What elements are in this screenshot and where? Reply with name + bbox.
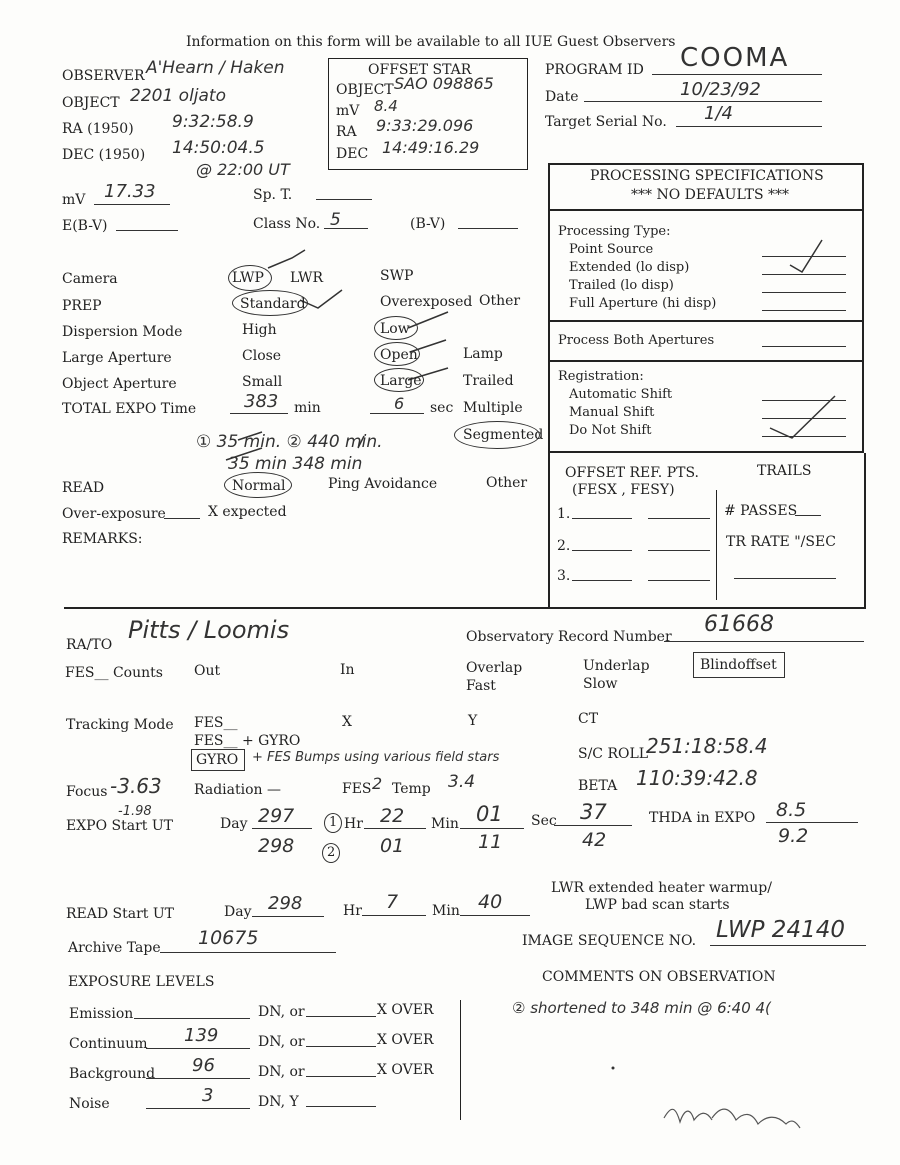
sc-roll-label: S/C ROLL (578, 746, 649, 762)
tracking-fes-gyro: FES__ + GYRO (194, 733, 301, 749)
blindoffset: Blindoffset (700, 657, 777, 673)
dispersion-label: Dispersion Mode (62, 324, 183, 340)
emission-dn: DN, or (258, 1004, 305, 1020)
expo-min-unit: min (294, 400, 321, 416)
exposure-levels-title: EXPOSURE LEVELS (68, 974, 215, 990)
offset-dec-label: DEC (336, 146, 369, 162)
fes-slow: Slow (583, 676, 618, 692)
background-value: 96 (192, 1055, 215, 1076)
expo-sec-label: Sec (531, 813, 557, 829)
reg-automatic: Automatic Shift (569, 387, 673, 402)
offset-row-3: 3. (557, 568, 571, 584)
radiation-label: Radiation — (194, 782, 281, 798)
remarks-label: REMARKS: (62, 531, 143, 547)
expo-min-label: Min (431, 816, 459, 832)
expo-day-1: 297 (258, 805, 295, 827)
expo-day-2: 298 (258, 835, 295, 857)
read-other: Other (486, 475, 528, 491)
type-full-aperture: Full Aperture (hi disp) (569, 296, 717, 311)
offset-dec-value: 14:49:16.29 (382, 138, 480, 157)
camera-lwr: LWR (290, 270, 324, 286)
heater-note-2: LWP bad scan starts (585, 897, 730, 913)
mv-label: mV (62, 192, 86, 208)
class-value: 5 (330, 210, 341, 230)
tracking-ct: CT (578, 711, 599, 727)
spt-label: Sp. T. (253, 187, 293, 203)
ra-value: 9:32:58.9 (172, 112, 254, 132)
thda-2: 9.2 (778, 825, 809, 847)
beta-value: 110:39:42.8 (636, 766, 758, 790)
program-id-value: COOMA (680, 43, 790, 73)
fes-counts-label: FES__ Counts (65, 665, 163, 681)
tr-rate-label: TR RATE "/SEC (726, 534, 836, 550)
type-extended: Extended (lo disp) (569, 260, 690, 275)
prep-other: Other (479, 293, 521, 309)
read-normal: Normal (232, 478, 286, 494)
object-aperture-label: Object Aperture (62, 376, 177, 392)
offset-star-title: OFFSET STAR (368, 62, 472, 78)
continuum-value: 139 (184, 1025, 219, 1046)
fes-in: In (340, 662, 355, 678)
bv-label: (B-V) (410, 216, 446, 232)
offset-ref-title: OFFSET REF. PTS. (565, 465, 699, 481)
process-both-label: Process Both Apertures (558, 333, 715, 348)
expo-min-value: 383 (244, 391, 279, 412)
form-notice: Information on this form will be available to all IUE Guest Observers (186, 34, 676, 50)
beta-label: BETA (578, 778, 618, 794)
type-trailed: Trailed (lo disp) (569, 278, 674, 293)
archive-value: 10675 (198, 927, 259, 949)
serial-label: Target Serial No. (545, 114, 667, 130)
expo-hr-label: Hr (344, 816, 363, 832)
comment-note: ② shortened to 348 min @ 6:40 4( (512, 999, 771, 1017)
expo-sec-value: 6 (394, 394, 405, 413)
segment-note-2: 35 min 348 min (228, 454, 363, 474)
passes-label: # PASSES (724, 503, 798, 519)
ebv-label: E(B-V) (62, 218, 108, 234)
offset-mv-value: 8.4 (374, 97, 398, 115)
program-id-label: PROGRAM ID (545, 62, 644, 78)
read-day-value: 298 (268, 893, 303, 914)
reg-none: Do Not Shift (569, 423, 652, 438)
prep-overexposed: Overexposed (380, 294, 473, 310)
expo-sec-2: 42 (582, 829, 607, 851)
expo-day-label: Day (220, 816, 248, 832)
continuum-dn: DN, or (258, 1034, 305, 1050)
offset-object-value: SAO 098865 (394, 74, 494, 93)
expo-sec-unit: sec (430, 400, 454, 416)
dec-note: @ 22:00 UT (196, 160, 290, 179)
date-label: Date (545, 89, 579, 105)
thda-1: 8.5 (776, 799, 807, 821)
emission-label: Emission (69, 1006, 134, 1022)
large-lamp: Lamp (463, 346, 503, 362)
dispersion-high: High (242, 322, 277, 338)
noise-value: 3 (202, 1085, 214, 1106)
read-hr-value: 7 (386, 891, 399, 913)
tracking-label: Tracking Mode (66, 717, 174, 733)
type-point-source: Point Source (569, 242, 654, 257)
read-min-value: 40 (478, 891, 503, 913)
reg-manual: Manual Shift (569, 405, 655, 420)
expo-multiple: Multiple (463, 400, 523, 416)
observer-value: A'Hearn / Haken (146, 58, 285, 78)
x-expected: X expected (208, 504, 287, 520)
read-hr-label: Hr (343, 903, 362, 919)
expo-min-1: 01 (476, 802, 503, 826)
class-label: Class No. (253, 216, 321, 232)
offset-object-label: OBJECT (336, 82, 394, 98)
offset-mv-label: mV (336, 103, 360, 119)
comments-title: COMMENTS ON OBSERVATION (542, 969, 776, 985)
offset-ra-value: 9:33:29.096 (376, 116, 474, 135)
rato-value: Pitts / Loomis (128, 616, 290, 644)
temp-label: Temp (392, 781, 431, 797)
tracking-x: X (342, 714, 352, 730)
focus-value-2: -1.98 (118, 804, 152, 819)
heater-note-1: LWR extended heater warmup/ (551, 880, 772, 896)
camera-lwp: LWP (232, 270, 264, 286)
read-day-label: Day (224, 904, 252, 920)
fes-underlap: Underlap (583, 658, 650, 674)
object-value: 2201 oljato (130, 86, 226, 106)
trails-label: TRAILS (757, 463, 812, 479)
continuum-xover: X OVER (377, 1032, 434, 1048)
tracking-fes: FES__ (194, 715, 238, 731)
camera-swp: SWP (380, 268, 414, 284)
read-min-label: Min (432, 903, 460, 919)
rato-label: RA/TO (66, 637, 113, 653)
object-small: Small (242, 374, 283, 390)
noise-dn: DN, Y (258, 1094, 299, 1110)
obs-record-value: 61668 (704, 612, 774, 637)
ra-label: RA (1950) (62, 121, 134, 137)
image-seq-label: IMAGE SEQUENCE NO. (522, 933, 697, 949)
expo-hr-1: 22 (380, 805, 405, 827)
dec-label: DEC (1950) (62, 147, 146, 163)
object-label: OBJECT (62, 95, 120, 111)
large-close: Close (242, 348, 282, 364)
processing-subtitle: *** NO DEFAULTS *** (631, 187, 790, 203)
background-label: Background (69, 1066, 156, 1082)
background-xover: X OVER (377, 1062, 434, 1078)
background-dn: DN, or (258, 1064, 305, 1080)
object-trailed: Trailed (463, 373, 514, 389)
fes-out: Out (194, 663, 221, 679)
fes-temp-number: 2 (372, 774, 383, 793)
expo-sec-1: 37 (580, 800, 607, 824)
expo-circ-2: 2 (327, 845, 336, 860)
obs-record-label: Observatory Record Number (466, 629, 672, 645)
focus-value: -3.63 (110, 774, 162, 798)
expo-min-2: 11 (478, 831, 503, 853)
tracking-y: Y (468, 713, 478, 729)
read-label: READ (62, 480, 105, 496)
focus-label: Focus (66, 784, 108, 800)
fes-fast: Fast (466, 678, 496, 694)
date-value: 10/23/92 (680, 79, 761, 100)
archive-label: Archive Tape (68, 940, 161, 956)
expo-hr-2: 01 (380, 835, 405, 857)
offset-ref-subtitle: (FESX , FESY) (572, 482, 675, 498)
read-ping: Ping Avoidance (328, 476, 438, 492)
continuum-label: Continuum (69, 1036, 148, 1052)
temp-value: 3.4 (448, 772, 476, 792)
emission-xover: X OVER (377, 1002, 434, 1018)
prep-standard: Standard (240, 296, 306, 312)
dispersion-low: Low (380, 321, 410, 337)
serial-value: 1/4 (704, 103, 733, 124)
registration-label: Registration: (558, 369, 644, 384)
fes-temp-label: FES (342, 781, 372, 797)
processing-title: PROCESSING SPECIFICATIONS (590, 168, 824, 184)
offset-row-1: 1. (557, 506, 571, 522)
read-start-label: READ Start UT (66, 906, 175, 922)
thda-label: THDA in EXPO (649, 810, 756, 826)
processing-type-label: Processing Type: (558, 224, 671, 239)
sc-roll-value: 251:18:58.4 (646, 734, 768, 758)
expo-label: TOTAL EXPO Time (62, 401, 197, 417)
observer-label: OBSERVER (62, 68, 145, 84)
offset-ra-label: RA (336, 124, 357, 140)
dec-value: 14:50:04.5 (172, 138, 265, 158)
large-aperture-label: Large Aperture (62, 350, 172, 366)
mv-value: 17.33 (104, 181, 156, 202)
camera-label: Camera (62, 271, 118, 287)
gyro-note: + FES Bumps using various field stars (252, 750, 500, 765)
fes-overlap: Overlap (466, 660, 523, 676)
prep-label: PREP (62, 298, 102, 314)
image-seq-value: LWP 24140 (716, 917, 845, 943)
object-large: Large (380, 373, 422, 389)
expo-circ-1: 1 (329, 815, 338, 830)
expo-start-label: EXPO Start UT (66, 818, 174, 834)
segment-note-1: ① 35 min. ② 440 min. (196, 432, 383, 452)
noise-label: Noise (69, 1096, 110, 1112)
offset-row-2: 2. (557, 538, 571, 554)
tracking-gyro: GYRO (196, 752, 239, 768)
expo-segmented: Segmented (463, 427, 544, 443)
large-open: Open (380, 347, 418, 363)
overexposure-label: Over-exposure (62, 506, 166, 522)
